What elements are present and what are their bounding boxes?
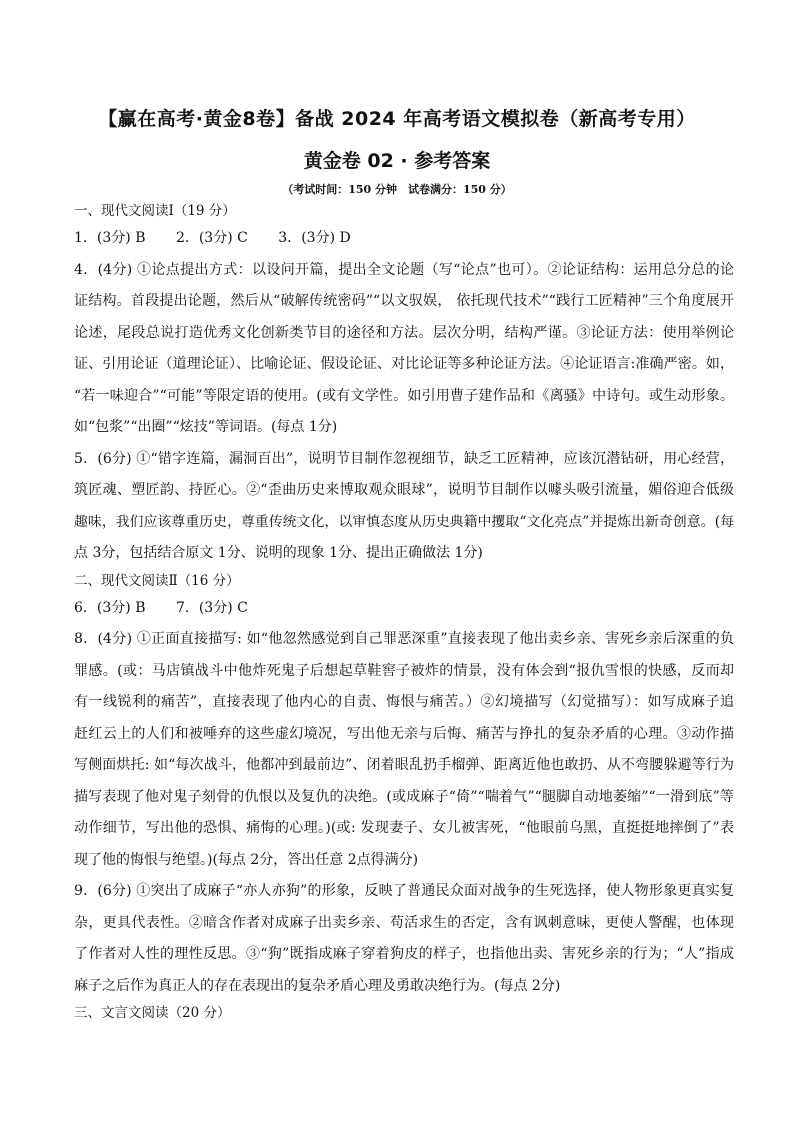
answer-6: 6．(3分) B <box>74 599 146 616</box>
answer-line: 赶红云上的人们和被唾弃的这些虚幻境况，写出他无亲与后悔、痛苦与挣扎的复杂矛盾的心理。③动作描 <box>74 725 734 742</box>
answers-row-1-3 <box>74 223 734 255</box>
answer-4 <box>74 255 734 444</box>
answer-line: 点 3分，包括结合原文 1分、说明的现象 1分、提出正确做法 1分) <box>74 545 483 561</box>
exam-meta: （考试时间：150 分钟 试卷满分：150 分） <box>282 183 512 196</box>
answer-line: 筑匠魂、塑匠韵、持匠心。②“歪曲历史来博取观众眼球”，说明节目制作以噱头吸引流量，媚俗迎合低级 <box>74 482 734 498</box>
answer-line: 描写表现了他对鬼子刻骨的仇恨以及复仇的决绝。(或成麻子“倚”“喘着气”“腿脚自动地萎缩”“一滑到底”等 <box>74 788 734 805</box>
answer-content <box>74 200 734 1025</box>
answer-3: 3．(3分) D <box>278 230 351 246</box>
answer-line: 杂，更具代表性。②暗含作者对成麻子出卖乡亲、苟活求生的否定，含有讽刺意味，更使人警醒，也体现 <box>74 914 734 931</box>
answers-row-6-7 <box>74 593 734 625</box>
answer-line: 罪感。(或：马店镇战斗中他炸死鬼子后想起草鞋窖子被炸的情景，没有体会到“报仇雪恨的快感，反而却 <box>74 662 734 679</box>
answer-line: 4．(4分) ①论点提出方式：以设问开篇，提出全文论题（写“论点”也可）。②论证结构：运用总分总的论 <box>74 261 734 278</box>
answer-8 <box>74 624 734 876</box>
answer-1: 1．(3分) B <box>74 230 146 246</box>
section-heading: 二、现代文阅读Ⅱ（16 分） <box>74 572 240 589</box>
section-heading: 一、现代文阅读Ⅰ（19 分） <box>74 203 236 219</box>
answer-line: 5．(6分) ①“错字连篇，漏洞百出”，说明节目制作忽视细节，缺乏工匠精神，应该沉潜钻研，用心经营， <box>74 450 734 467</box>
answer-7: 7．(3分) C <box>175 599 248 616</box>
answer-line: 趣味，我们应该尊重历史，尊重传统文化，以审慎态度从历史典籍中攫取“文化亮点”并提炼出新奇创意。(每 <box>74 513 734 530</box>
answer-line: 9．(6分) ①突出了成麻子“亦人亦狗”的形象，反映了普通民众面对战争的生死选择，使人物形象更真实复 <box>74 883 734 899</box>
answer-line: 麻子之后作为真正人的存在表现出的复杂矛盾心理及勇敢决绝行为。(每点 2分) <box>74 977 561 994</box>
answer-9 <box>74 876 734 1002</box>
answer-line: 了作者对人性的理性反思。③“狗”既指成麻子穿着狗皮的样子，也指他出卖、害死乡亲的行为；“人”指成 <box>74 946 734 962</box>
answer-line: 证结构。首段提出论题，然后从“破解传统密码”“以文驭娱， 依托现代技术”“践行工匠精神”三个角度展开 <box>74 293 734 309</box>
answer-line: 证、引用论证（道理论证）、比喻论证、假设论证、对比论证等多种论证方法。④论证语言:准确严密。如， <box>74 356 734 372</box>
answer-line: 现了他的悔恨与绝望。)(每点 2分，答出任意 2点得满分) <box>74 851 419 868</box>
answer-line: 如“包浆”“出圈”“炫技”等词语。(每点 1分) <box>74 419 338 435</box>
answer-5 <box>74 444 734 570</box>
answer-2: 2．(3分) C <box>175 230 248 246</box>
answer-line: 动作细节，写出他的恐惧、痛悔的心理。)(或: 发现妻子、女儿被害死，“他眼前乌黑，直挺挺地摔倒了”表 <box>74 820 734 836</box>
page-title: 【赢在高考·黄金8卷】备战 2024 年高考语文模拟卷（新高考专用） <box>98 108 696 130</box>
answer-line: 有一线锐利的痛苦”，直接表现了他内心的自责、悔恨与痛苦。）②幻境描写（幻觉描写）：如写成麻子追 <box>74 694 734 710</box>
answer-line: 论述，尾段总说打造优秀文化创新类节目的途径和方法。层次分明，结构严谨。③论证方法：使用举例论 <box>74 324 734 341</box>
section-heading: 三、文言文阅读（20 分） <box>74 1005 231 1021</box>
page-subtitle: 黄金卷 02 · 参考答案 <box>303 150 491 172</box>
answer-line: 8．(4分) ①正面直接描写: 如“他忽然感觉到自己罪恶深重”直接表现了他出卖乡亲、害死乡亲后深重的负 <box>74 631 734 647</box>
answer-line: 写侧面烘托: 如“每次战斗，他都冲到最前边”、闭着眼乱扔手榴弹、距离近他也敢扔、从不弯腰躲避等行为 <box>74 757 734 773</box>
answer-line: “若一味迎合”“可能”等限定语的使用。(或有文学性。如引用曹子建作品和《离骚》中诗句。或生动形象。 <box>74 387 734 404</box>
